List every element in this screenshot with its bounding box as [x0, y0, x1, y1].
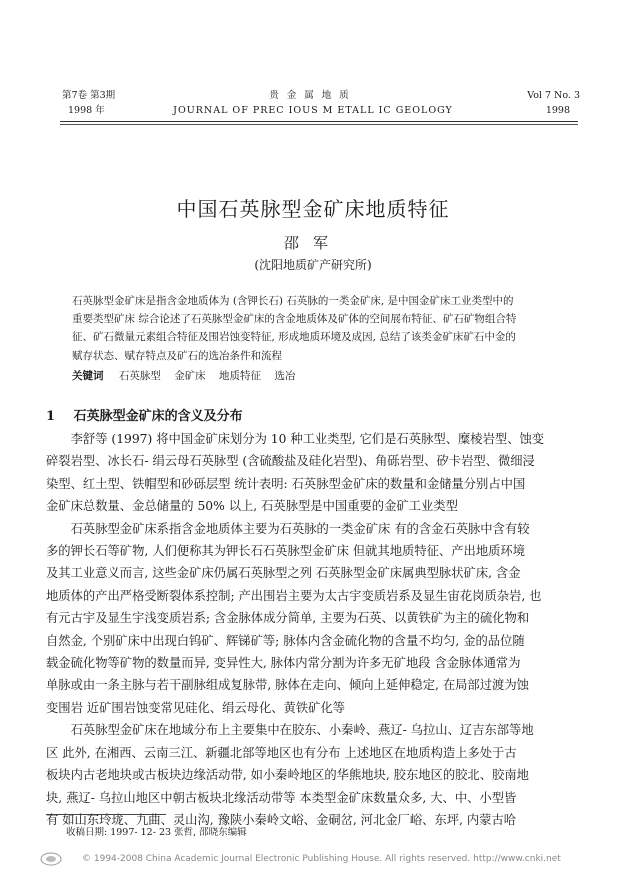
section-heading — [46, 405, 243, 424]
body-line: 载金硫化物等矿物的数量而异, 变异性大, 脉体内常分割为许多无矿地段 含金脉体通常为 — [46, 656, 521, 671]
body-line: 区 此外, 在湘西、云南三江、新疆北部等地区也有分布 上述地区在地质构造上多处于古 — [46, 745, 517, 760]
body-line: 李舒等 (1997) 将中国金矿床划分为 10 种工业类型, 它们是石英脉型、糜棱岩型、蚀变 — [46, 432, 545, 446]
abstract-line: 征、矿石微量元素组合特征及围岩蚀变特征, 形成地质环境及成因, 总结了该类金矿床矿石中金的 — [72, 331, 516, 344]
cnki-logo-icon — [40, 852, 62, 866]
keyword-item: 地质特征 — [219, 370, 262, 382]
journal-title-cn: 贵金属地质 — [269, 90, 357, 101]
abstract — [72, 292, 564, 365]
article-author: 邵军 — [283, 234, 342, 252]
year-label-cn: 1998 年 — [68, 105, 105, 116]
copyright-bar — [0, 851, 626, 871]
body-line: 变围岩 近矿围岩蚀变常见硅化、绢云母化、黄铁矿化等 — [46, 700, 346, 715]
keyword-item: 石英脉型 — [118, 370, 161, 382]
volume-issue-label: 第7卷 第3期 — [62, 90, 116, 101]
body-line: 有元古宇及显生宇浅变质岩系; 含金脉体成分简单, 主要为石英、以黄铁矿为主的硫化物和 — [46, 611, 530, 626]
year-label-en: 1998 — [545, 105, 570, 116]
body-line: 有 如山东玲珑、九曲、灵山沟, 豫陕小秦岭文峪、金硐岔, 河北金厂峪、东坪, 内蒙古哈 — [46, 812, 517, 827]
header-rule-top — [60, 121, 578, 122]
section-number: 1 — [46, 409, 56, 424]
keywords-label: 关键词 — [72, 370, 104, 382]
journal-volume-en — [527, 88, 580, 118]
copyright-text: © 1994-2008 China Academic Journal Electronic Publishing House. All rights reserved. http://www.cnki.net — [82, 854, 561, 864]
body-line: 碎裂岩型、冰长石- 绢云母石英脉型 (含硫酸盐及硅化岩型)、角砾岩型、矽卡岩型、微细浸 — [46, 454, 535, 469]
received-date-footnote: 收稿日期: 1997- 12- 23 张哲, 邵晓东编辑 — [66, 827, 247, 838]
abstract-line: 重要类型矿床 综合论述了石英脉型金矿床的含金地质体及矿体的空间展布特征、矿石矿物组合特 — [72, 313, 517, 326]
body-line: 石英脉型金矿床在地域分布上主要集中在胶东、小秦岭、燕辽- 乌拉山、辽吉东部等地 — [46, 723, 534, 738]
journal-title-en: JOURNAL OF PREC IOUS M ETALL IC GEOLOGY — [173, 105, 453, 116]
body-line: 地质体的产出严格受断裂体系控制; 产出围岩主要为太古宇变质岩系及显生宙花岗质杂岩, 也 — [46, 588, 542, 603]
body-line: 及其工业意义而言, 这些金矿床仍属石英脉型之列 石英脉型金矿床属典型脉状矿床, 含金 — [46, 566, 521, 581]
body-line: 石英脉型金矿床系指含金地质体主要为石英脉的一类金矿床 有的含金石英脉中含有较 — [46, 521, 530, 536]
keyword-item: 金矿床 — [174, 370, 206, 382]
header-rule-bottom — [60, 124, 578, 125]
body-line: 块, 燕辽- 乌拉山地区中朝古板块北缘活动带等 本类型金矿床数量众多, 大、中、小型皆 — [46, 790, 517, 805]
volume-label-en: Vol 7 No. 3 — [527, 90, 580, 101]
keyword-item: 选冶 — [274, 370, 296, 382]
body-line: 染型、红土型、铁帽型和砂砾层型 统计表明: 石英脉型金矿床的数量和金储量分别占中国 — [46, 476, 526, 491]
body-line: 金矿床总数量、金总储量的 50% 以上, 石英脉型是中国重要的金矿工业类型 — [46, 499, 458, 514]
section-title: 石英脉型金矿床的含义及分布 — [73, 409, 243, 424]
abstract-line: 赋存状态、赋存特点及矿石的选冶条件和流程 — [72, 349, 282, 362]
body-text — [46, 428, 584, 831]
author-affiliation: (沈阳地质矿产研究所) — [254, 258, 372, 272]
footnote-rule — [46, 814, 166, 815]
body-line: 板块内古老地块或古板块边缘活动带, 如小秦岭地区的华熊地块, 胶东地区的胶北、胶南地 — [46, 768, 529, 783]
keywords — [72, 368, 305, 383]
body-line: 多的钾长石等矿物, 人们便称其为钾长石石英脉型金矿床 但就其地质特征、产出地质环境 — [46, 544, 526, 559]
body-line: 自然金, 个别矿床中出现白钨矿、辉锑矿等; 脉体内含金硫化物的含量不均匀, 金的品位随 — [46, 633, 525, 648]
abstract-line: 石英脉型金矿床是指含金地质体为 (含钾长石) 石英脉的一类金矿床, 是中国金矿床工业类型中的 — [72, 295, 514, 307]
body-line: 单脉或由一条主脉与若干副脉组成复脉带, 脉体在走向、倾向上延伸稳定, 在局部过渡为蚀 — [46, 678, 529, 693]
article-title: 中国石英脉型金矿床地质特征 — [176, 197, 450, 222]
